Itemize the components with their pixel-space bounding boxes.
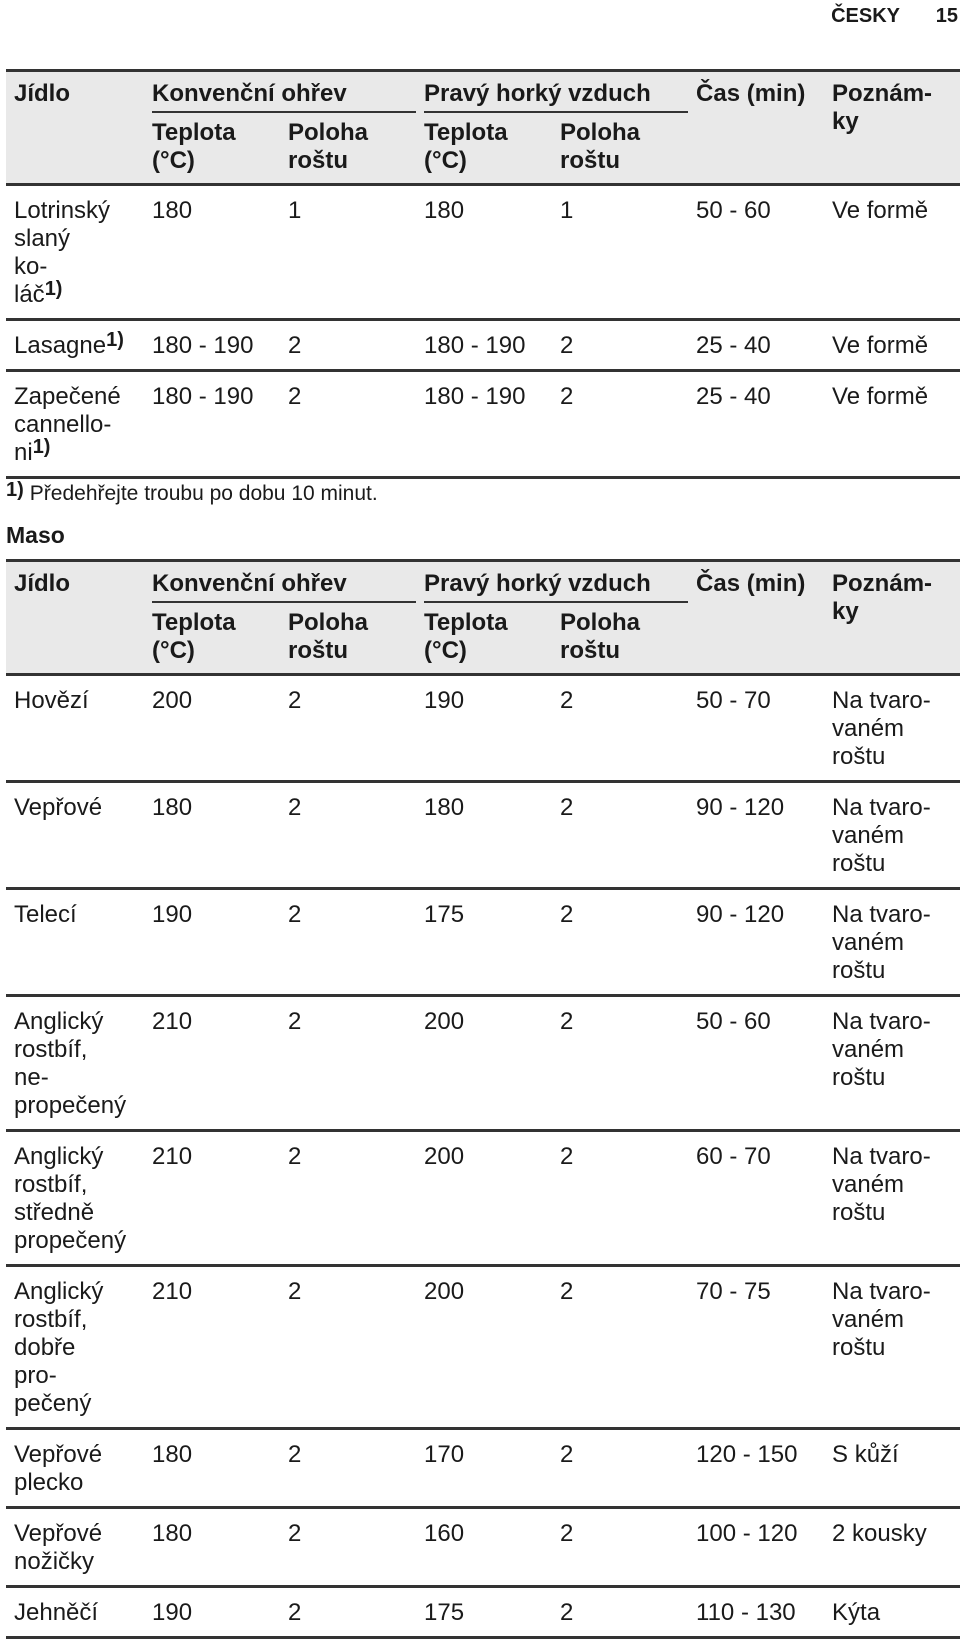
header-food: Jídlo (6, 561, 144, 675)
header-conv-temp: Teplota (°C) (144, 113, 280, 185)
note-cell: Na tvaro- vaném roštu (824, 1266, 960, 1429)
footnote-ref: 1) (44, 278, 63, 300)
time-cell: 90 - 120 (688, 889, 824, 996)
table-row (6, 675, 960, 782)
fan-temp-cell: 190 (416, 675, 552, 782)
header-conv-shelf: Poloha roštu (280, 113, 416, 185)
note-cell: S kůží (824, 1429, 960, 1508)
header-true-fan: Pravý horký vzduch (416, 561, 688, 604)
fan-shelf-cell: 2 (552, 1587, 688, 1638)
time-cell: 25 - 40 (688, 371, 824, 478)
conv-shelf-cell: 2 (280, 1266, 416, 1429)
dish-name (6, 1508, 144, 1587)
conv-shelf-cell: 2 (280, 320, 416, 371)
conv-temp-cell: 180 (144, 1429, 280, 1508)
table-row (6, 889, 960, 996)
fan-shelf-cell: 2 (552, 320, 688, 371)
header-time: Čas (min) (688, 561, 824, 675)
header-notes (824, 71, 960, 185)
fan-temp-cell: 170 (416, 1429, 552, 1508)
fan-shelf-cell: 2 (552, 1131, 688, 1266)
conv-temp-cell: 210 (144, 1131, 280, 1266)
note-cell: 2 kousky (824, 1508, 960, 1587)
header-conv-shelf: Poloha roštu (280, 603, 416, 675)
language-label: ČESKY (831, 4, 900, 27)
fan-shelf-cell: 2 (552, 1429, 688, 1508)
dish-name (6, 1587, 144, 1638)
conv-shelf-cell: 2 (280, 371, 416, 478)
table-header-row (6, 561, 960, 604)
meat-body (6, 675, 960, 1638)
header-conv-temp: Teplota (°C) (144, 603, 280, 675)
time-cell: 50 - 70 (688, 675, 824, 782)
footnote-ref: 1) (32, 436, 51, 458)
dish-name-text: Anglický rostbíf, dobře pro- pečený (14, 1278, 104, 1417)
fan-shelf-cell: 2 (552, 1508, 688, 1587)
header-fan-shelf: Poloha roštu (552, 603, 688, 675)
footnote-ref: 1) (106, 329, 124, 351)
time-cell: 50 - 60 (688, 996, 824, 1131)
time-cell: 120 - 150 (688, 1429, 824, 1508)
fan-temp-cell: 180 - 190 (416, 320, 552, 371)
page-header (831, 2, 960, 30)
note-cell: Ve formě (824, 371, 960, 478)
fan-shelf-cell: 2 (552, 675, 688, 782)
conv-shelf-cell: 2 (280, 782, 416, 889)
fan-temp-cell: 175 (416, 1587, 552, 1638)
conv-shelf-cell: 1 (280, 185, 416, 320)
note-cell: Na tvaro- vaném roštu (824, 996, 960, 1131)
fan-temp-cell: 200 (416, 1266, 552, 1429)
conv-shelf-cell: 2 (280, 996, 416, 1131)
conv-temp-cell: 210 (144, 1266, 280, 1429)
fan-temp-cell: 200 (416, 1131, 552, 1266)
conv-shelf-cell: 2 (280, 1587, 416, 1638)
fan-shelf-cell: 2 (552, 371, 688, 478)
table-row (6, 185, 960, 320)
note-cell: Kýta (824, 1587, 960, 1638)
header-time: Čas (min) (688, 71, 824, 185)
dish-name-text: Lotrinský slaný ko- láč (14, 197, 111, 308)
table-row (6, 1587, 960, 1638)
fan-temp-cell: 180 (416, 782, 552, 889)
header-food: Jídlo (6, 71, 144, 185)
conv-temp-cell: 200 (144, 675, 280, 782)
time-cell: 50 - 60 (688, 185, 824, 320)
conv-temp-cell: 180 (144, 782, 280, 889)
dish-name-text: Vepřové nožičky (14, 1520, 103, 1575)
dish-name-text: Zapečené cannello- ni (14, 383, 121, 466)
fan-temp-cell: 160 (416, 1508, 552, 1587)
table-row (6, 371, 960, 478)
dish-name-text: Jehněčí (14, 1599, 99, 1626)
table-row (6, 996, 960, 1131)
dish-name (6, 782, 144, 889)
dish-name-text: Vepřové (14, 794, 103, 821)
conv-shelf-cell: 2 (280, 1131, 416, 1266)
dish-name-text: Hovězí (14, 687, 89, 714)
fan-temp-cell: 180 - 190 (416, 371, 552, 478)
fan-temp-cell: 180 (416, 185, 552, 320)
conv-temp-cell: 180 (144, 1508, 280, 1587)
table-row (6, 782, 960, 889)
header-notes-text: Poznám- ky (832, 570, 933, 625)
fan-shelf-cell: 2 (552, 889, 688, 996)
table-row (6, 1429, 960, 1508)
header-notes-text: Poznám- ky (832, 80, 933, 135)
conv-shelf-cell: 2 (280, 1429, 416, 1508)
dish-name-text: Telecí (14, 901, 77, 928)
conv-temp-cell: 180 - 190 (144, 320, 280, 371)
time-cell: 110 - 130 (688, 1587, 824, 1638)
conv-shelf-cell: 2 (280, 675, 416, 782)
conv-temp-cell: 210 (144, 996, 280, 1131)
note-cell: Na tvaro- vaném roštu (824, 1131, 960, 1266)
section-title-meat: Maso (6, 522, 65, 548)
dish-name (6, 320, 144, 371)
conv-shelf-cell: 2 (280, 889, 416, 996)
conv-shelf-cell: 2 (280, 1508, 416, 1587)
note-cell: Na tvaro- vaném roštu (824, 782, 960, 889)
dish-name (6, 1131, 144, 1266)
footnote-mark: 1) (6, 479, 24, 501)
dish-name-text: Vepřové plecko (14, 1441, 103, 1496)
note-cell: Na tvaro- vaném roštu (824, 889, 960, 996)
table-row (6, 1131, 960, 1266)
header-fan-temp: Teplota (°C) (416, 603, 552, 675)
dish-name (6, 1429, 144, 1508)
conv-temp-cell: 180 (144, 185, 280, 320)
dish-name (6, 185, 144, 320)
header-fan-shelf: Poloha roštu (552, 113, 688, 185)
fan-shelf-cell: 2 (552, 996, 688, 1131)
fan-shelf-cell: 2 (552, 1266, 688, 1429)
footnote (6, 476, 378, 508)
savory-dishes-table (6, 69, 960, 479)
table-row (6, 1266, 960, 1429)
conv-temp-cell: 180 - 190 (144, 371, 280, 478)
dish-name-text: Anglický rostbíf, středně propečený (14, 1143, 127, 1254)
conv-temp-cell: 190 (144, 889, 280, 996)
dish-name-text: Anglický rostbíf, ne- propečený (14, 1008, 127, 1119)
fan-temp-cell: 200 (416, 996, 552, 1131)
time-cell: 70 - 75 (688, 1266, 824, 1429)
dish-name (6, 1266, 144, 1429)
time-cell: 25 - 40 (688, 320, 824, 371)
header-notes (824, 561, 960, 675)
dish-name (6, 675, 144, 782)
meat-table (6, 559, 960, 1639)
time-cell: 100 - 120 (688, 1508, 824, 1587)
note-cell: Na tvaro- vaném roštu (824, 675, 960, 782)
note-cell: Ve formě (824, 185, 960, 320)
footnote-text: Předehřejte troubu po dobu 10 minut. (29, 482, 378, 505)
dish-name (6, 371, 144, 478)
header-fan-temp: Teplota (°C) (416, 113, 552, 185)
header-conventional: Konvenční ohřev (144, 561, 416, 604)
fan-temp-cell: 175 (416, 889, 552, 996)
time-cell: 60 - 70 (688, 1131, 824, 1266)
dish-name-text: Lasagne (14, 332, 107, 359)
fan-shelf-cell: 1 (552, 185, 688, 320)
conv-temp-cell: 190 (144, 1587, 280, 1638)
dish-name (6, 889, 144, 996)
table-row (6, 320, 960, 371)
table-header-row (6, 71, 960, 114)
savory-dishes-body (6, 185, 960, 478)
header-conventional: Konvenční ohřev (144, 71, 416, 114)
page-number: 15 (935, 4, 958, 27)
note-cell: Ve formě (824, 320, 960, 371)
header-true-fan: Pravý horký vzduch (416, 71, 688, 114)
fan-shelf-cell: 2 (552, 782, 688, 889)
dish-name (6, 996, 144, 1131)
table-row (6, 1508, 960, 1587)
time-cell: 90 - 120 (688, 782, 824, 889)
